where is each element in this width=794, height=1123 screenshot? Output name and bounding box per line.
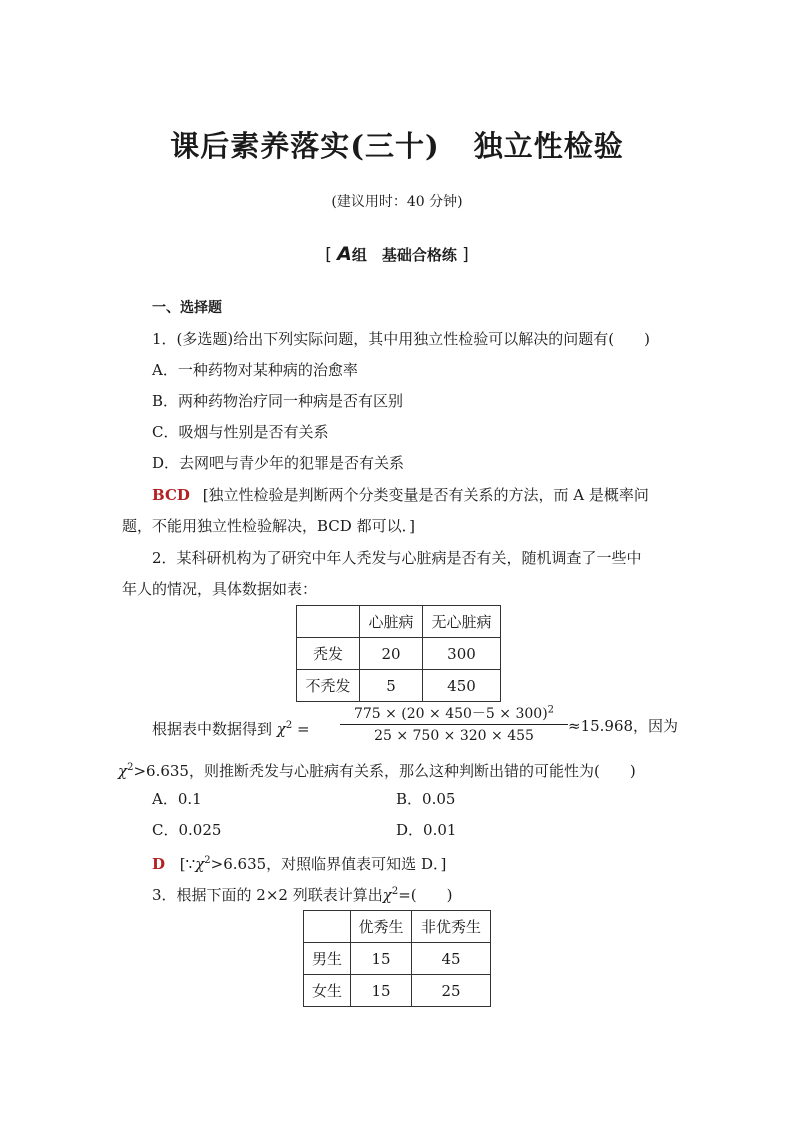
table-row [304, 943, 491, 975]
chi-symbol: χ [382, 886, 392, 904]
time-note: (建议用时：40 分钟) [331, 194, 463, 210]
q2-table [296, 605, 501, 702]
chi-symbol: χ [276, 720, 286, 738]
q3-stem-end: =( ) [398, 886, 453, 904]
table-row-label: 不秃发 [297, 670, 360, 702]
group-label: 组 基础合格练 [351, 246, 457, 264]
q1-option-a: A．一种药物对某种病的治愈率 [152, 361, 358, 379]
equals-sign: = [297, 720, 310, 738]
table-cell: 25 [412, 975, 491, 1007]
q1-option-c: C．吸烟与性别是否有关系 [152, 423, 329, 441]
table-row-label: 男生 [304, 943, 351, 975]
chi-square-sup: 2 [204, 855, 211, 866]
q2-option-b: B．0.05 [396, 790, 456, 808]
table-row [304, 975, 491, 1007]
table-header: 无心脏病 [423, 606, 501, 638]
table-cell [297, 606, 360, 638]
section-heading: 一、选择题 [152, 300, 222, 316]
bracket-open: [ [325, 245, 332, 265]
bracket-close: ] [462, 245, 469, 265]
table-header: 心脏病 [360, 606, 423, 638]
table-cell: 20 [360, 638, 423, 670]
formula-prefix-text: 根据表中数据得到 [152, 720, 273, 738]
table-row-label: 女生 [304, 975, 351, 1007]
table-row-label: 秃发 [297, 638, 360, 670]
group-header [0, 243, 794, 265]
group-a-mark: A [337, 243, 352, 265]
q1-option-b: B．两种药物治疗同一种病是否有区别 [152, 392, 404, 410]
q3-stem-text: 3．根据下面的 2×2 列联表计算出 [152, 886, 383, 904]
table-cell: 5 [360, 670, 423, 702]
title-main: 课后素养落实(三十) [170, 129, 440, 163]
table-cell: 15 [351, 943, 412, 975]
chi-square-sup: 2 [391, 886, 399, 897]
formula-denominator: 25 × 750 × 320 × 455 [374, 728, 534, 744]
q2-formula-prefix [152, 716, 310, 739]
q2-stem-2: 年人的情况，具体数据如表： [122, 580, 318, 598]
q2-stem-1: 2．某科研机构为了研究中年人秃发与心脏病是否有关，随机调查了一些中 [152, 549, 642, 567]
title-topic: 独立性检验 [473, 129, 624, 163]
q2-answer: D [152, 855, 166, 873]
chi-symbol: χ [195, 855, 205, 873]
q2-option-a: A．0.1 [152, 790, 202, 808]
chi-square-sup: 2 [127, 762, 134, 773]
page-title [0, 124, 794, 165]
q1-explanation-1: [独立性检验是判断两个分类变量是否有关系的方法，而 A 是概率问 [202, 486, 649, 504]
condition-text: >6.635，则推断秃发与心脏病有关系，那么这种判断出错的可能性为( ) [133, 762, 636, 780]
table-header: 优秀生 [351, 911, 412, 943]
table-header-row [304, 911, 491, 943]
q3-stem [152, 882, 453, 905]
q1-answer-line [152, 485, 649, 505]
q1-option-d: D．去网吧与青少年的犯罪是否有关系 [152, 454, 405, 472]
q2-answer-line [152, 851, 446, 874]
numerator-text: 775 × (20 × 450－5 × 300) [353, 706, 548, 722]
fraction-bar [340, 724, 568, 725]
table-row [297, 638, 501, 670]
q2-explanation-a: [∵ [179, 855, 196, 873]
table-cell: 300 [423, 638, 501, 670]
table-header-row [297, 606, 501, 638]
q1-answer: BCD [152, 486, 190, 504]
table-cell [304, 911, 351, 943]
table-cell: 450 [423, 670, 501, 702]
table-row [297, 670, 501, 702]
table-header: 非优秀生 [412, 911, 491, 943]
q1-explanation-2: 题，不能用独立性检验解决，BCD 都可以．] [122, 517, 415, 535]
table-cell: 45 [412, 943, 491, 975]
q2-explanation-b: >6.635，对照临界值表可知选 D．] [210, 855, 447, 873]
table-cell: 15 [351, 975, 412, 1007]
chi-square-sup: 2 [285, 720, 293, 731]
q1-stem: 1．(多选题)给出下列实际问题，其中用独立性检验可以解决的问题有( ) [152, 330, 650, 348]
formula-result: ≈15.968，因为 [568, 717, 679, 735]
q2-option-d: D．0.01 [396, 821, 457, 839]
q2-option-c: C．0.025 [152, 821, 222, 839]
formula-numerator [338, 703, 570, 723]
q3-table [303, 910, 491, 1007]
chi-symbol: χ [118, 762, 128, 780]
numerator-sup: 2 [547, 704, 555, 716]
q2-condition-line [118, 758, 636, 781]
